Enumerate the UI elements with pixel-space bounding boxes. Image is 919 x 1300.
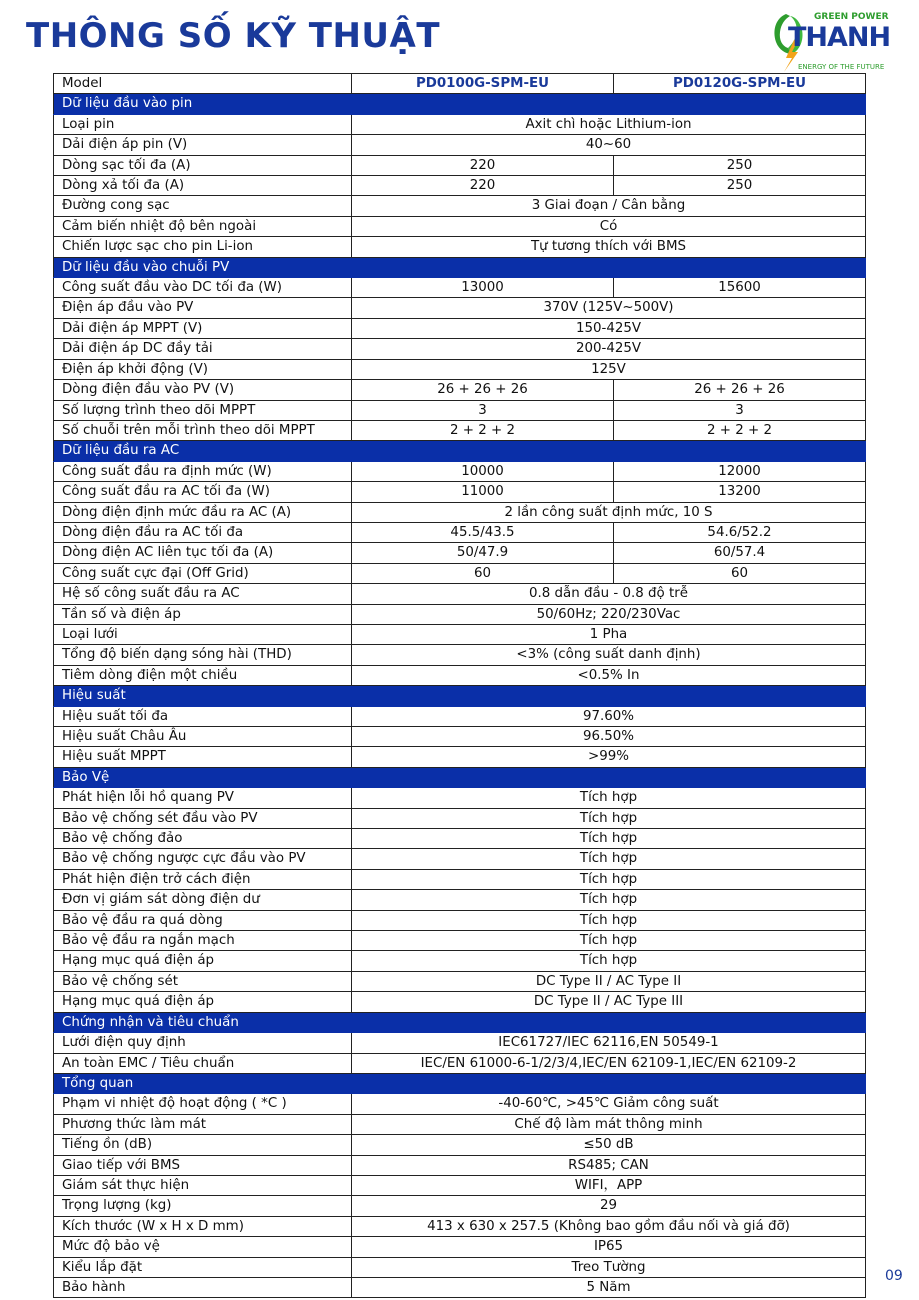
spec-label: Hạng mục quá điện áp bbox=[54, 951, 352, 971]
table-row bbox=[54, 1237, 866, 1257]
table-row bbox=[54, 135, 866, 155]
spec-value: Axit chì hoặc Lithium-ion bbox=[352, 114, 866, 134]
spec-value: 1 Pha bbox=[352, 624, 866, 644]
table-row bbox=[54, 278, 866, 298]
table-row bbox=[54, 727, 866, 747]
table-row bbox=[54, 522, 866, 542]
spec-value: 413 x 630 x 257.5 (Không bao gồm đầu nối và giá đỡ) bbox=[352, 1216, 866, 1236]
section-fill bbox=[352, 686, 866, 706]
spec-value: DC Type II / AC Type III bbox=[352, 992, 866, 1012]
section-header-row bbox=[54, 1012, 866, 1032]
section-fill bbox=[352, 441, 866, 461]
spec-label: Đơn vị giám sát dòng điện dư bbox=[54, 890, 352, 910]
spec-value-model-a: 50/47.9 bbox=[352, 543, 614, 563]
spec-label: Dòng điện đầu vào PV (V) bbox=[54, 380, 352, 400]
spec-value: WIFI，APP bbox=[352, 1175, 866, 1195]
table-row bbox=[54, 318, 866, 338]
section-title: Dữ liệu đầu vào chuỗi PV bbox=[54, 257, 352, 277]
spec-label: Bảo vệ chống ngược cực đầu vào PV bbox=[54, 849, 352, 869]
spec-label: Phương thức làm mát bbox=[54, 1114, 352, 1134]
table-row bbox=[54, 502, 866, 522]
table-row bbox=[54, 237, 866, 257]
spec-value: Có bbox=[352, 216, 866, 236]
section-fill bbox=[352, 1012, 866, 1032]
spec-value-model-b: 54.6/52.2 bbox=[614, 522, 866, 542]
spec-label: Hệ số công suất đầu ra AC bbox=[54, 584, 352, 604]
spec-label: Dải điện áp MPPT (V) bbox=[54, 318, 352, 338]
table-row bbox=[54, 1216, 866, 1236]
table-row bbox=[54, 931, 866, 951]
spec-label: Công suất cực đại (Off Grid) bbox=[54, 563, 352, 583]
spec-label: Phát hiện điện trở cách điện bbox=[54, 869, 352, 889]
table-row bbox=[54, 1196, 866, 1216]
spec-label: Tiếng ồn (dB) bbox=[54, 1135, 352, 1155]
spec-label: Kích thước (W x H x D mm) bbox=[54, 1216, 352, 1236]
spec-value: -40-60℃, >45℃ Giảm công suất bbox=[352, 1094, 866, 1114]
table-row bbox=[54, 808, 866, 828]
table-row bbox=[54, 563, 866, 583]
table-row bbox=[54, 992, 866, 1012]
spec-label: Dòng sạc tối đa (A) bbox=[54, 155, 352, 175]
table-row bbox=[54, 604, 866, 624]
section-title: Dữ liệu đầu vào pin bbox=[54, 94, 352, 114]
section-title: Hiệu suất bbox=[54, 686, 352, 706]
spec-label: Hiệu suất tối đa bbox=[54, 706, 352, 726]
section-header-row bbox=[54, 1073, 866, 1093]
spec-value: 200-425V bbox=[352, 339, 866, 359]
section-header-row bbox=[54, 441, 866, 461]
spec-label: Dải điện áp DC đầy tải bbox=[54, 339, 352, 359]
spec-label: Số lượng trình theo dõi MPPT bbox=[54, 400, 352, 420]
spec-value: Treo Tường bbox=[352, 1257, 866, 1277]
spec-value: 50/60Hz; 220/230Vac bbox=[352, 604, 866, 624]
spec-value: 0.8 dẫn đầu - 0.8 độ trễ bbox=[352, 584, 866, 604]
table-row bbox=[54, 788, 866, 808]
spec-value-model-b: 12000 bbox=[614, 461, 866, 481]
spec-value: 96.50% bbox=[352, 727, 866, 747]
spec-value: Tích hợp bbox=[352, 931, 866, 951]
spec-label: Loại pin bbox=[54, 114, 352, 134]
table-row bbox=[54, 543, 866, 563]
table-row bbox=[54, 1094, 866, 1114]
logo-tagline-bottom: ENERGY OF THE FUTURE bbox=[798, 63, 885, 71]
spec-label: Tần số và điện áp bbox=[54, 604, 352, 624]
table-row bbox=[54, 584, 866, 604]
table-row bbox=[54, 1135, 866, 1155]
spec-label: Trọng lượng (kg) bbox=[54, 1196, 352, 1216]
table-row bbox=[54, 114, 866, 134]
spec-value: <0.5% In bbox=[352, 665, 866, 685]
spec-value: Tích hợp bbox=[352, 951, 866, 971]
table-row bbox=[54, 747, 866, 767]
spec-value: 125V bbox=[352, 359, 866, 379]
section-header-row bbox=[54, 767, 866, 787]
spec-value-model-b: 2 + 2 + 2 bbox=[614, 420, 866, 440]
spec-label: An toàn EMC / Tiêu chuẩn bbox=[54, 1053, 352, 1073]
spec-label: Dòng điện đầu ra AC tối đa bbox=[54, 522, 352, 542]
table-row bbox=[54, 645, 866, 665]
table-row bbox=[54, 1257, 866, 1277]
spec-label: Dải điện áp pin (V) bbox=[54, 135, 352, 155]
spec-label: Công suất đầu ra AC tối đa (W) bbox=[54, 482, 352, 502]
spec-label: Dòng xả tối đa (A) bbox=[54, 176, 352, 196]
spec-label: Giám sát thực hiện bbox=[54, 1175, 352, 1195]
spec-value-model-b: 3 bbox=[614, 400, 866, 420]
spec-value-model-a: 2 + 2 + 2 bbox=[352, 420, 614, 440]
table-row bbox=[54, 216, 866, 236]
section-title: Tổng quan bbox=[54, 1073, 352, 1093]
table-row bbox=[54, 155, 866, 175]
spec-label: Số chuỗi trên mỗi trình theo dõi MPPT bbox=[54, 420, 352, 440]
table-row bbox=[54, 400, 866, 420]
spec-value-model-a: 10000 bbox=[352, 461, 614, 481]
spec-label: Dòng điện định mức đầu ra AC (A) bbox=[54, 502, 352, 522]
spec-value-model-b: 60/57.4 bbox=[614, 543, 866, 563]
section-fill bbox=[352, 1073, 866, 1093]
spec-value-model-a: 220 bbox=[352, 155, 614, 175]
spec-label: Công suất đầu ra định mức (W) bbox=[54, 461, 352, 481]
table-row bbox=[54, 951, 866, 971]
section-title: Bảo Vệ bbox=[54, 767, 352, 787]
spec-value: IP65 bbox=[352, 1237, 866, 1257]
model-a-header: PD0100G-SPM-EU bbox=[352, 74, 614, 94]
spec-label: Bảo vệ chống sét đầu vào PV bbox=[54, 808, 352, 828]
spec-value: ≤50 dB bbox=[352, 1135, 866, 1155]
section-fill bbox=[352, 257, 866, 277]
table-row bbox=[54, 849, 866, 869]
spec-label: Bảo hành bbox=[54, 1277, 352, 1297]
spec-value: 3 Giai đoạn / Cân bằng bbox=[352, 196, 866, 216]
spec-value: 2 lần công suất định mức, 10 S bbox=[352, 502, 866, 522]
spec-value-model-b: 15600 bbox=[614, 278, 866, 298]
spec-label: Công suất đầu vào DC tối đa (W) bbox=[54, 278, 352, 298]
table-row bbox=[54, 971, 866, 991]
spec-value-model-a: 3 bbox=[352, 400, 614, 420]
spec-label: Hiệu suất MPPT bbox=[54, 747, 352, 767]
spec-value-model-b: 60 bbox=[614, 563, 866, 583]
spec-value-model-a: 220 bbox=[352, 176, 614, 196]
spec-value: 97.60% bbox=[352, 706, 866, 726]
table-row bbox=[54, 1155, 866, 1175]
table-row bbox=[54, 482, 866, 502]
spec-value: <3% (công suất danh định) bbox=[352, 645, 866, 665]
section-header-row bbox=[54, 257, 866, 277]
spec-value: DC Type II / AC Type II bbox=[352, 971, 866, 991]
section-title: Dữ liệu đầu ra AC bbox=[54, 441, 352, 461]
spec-value-model-b: 13200 bbox=[614, 482, 866, 502]
spec-value: Tích hợp bbox=[352, 808, 866, 828]
spec-label: Loại lưới bbox=[54, 624, 352, 644]
spec-label: Hạng mục quá điện áp bbox=[54, 992, 352, 1012]
spec-value: Tự tương thích với BMS bbox=[352, 237, 866, 257]
spec-label: Giao tiếp với BMS bbox=[54, 1155, 352, 1175]
company-logo bbox=[770, 8, 900, 74]
table-row bbox=[54, 624, 866, 644]
spec-value: Tích hợp bbox=[352, 788, 866, 808]
spec-value: 370V (125V~500V) bbox=[352, 298, 866, 318]
spec-label: Bảo vệ chống đảo bbox=[54, 829, 352, 849]
spec-table bbox=[53, 73, 866, 1298]
spec-label: Cảm biến nhiệt độ bên ngoài bbox=[54, 216, 352, 236]
spec-label: Mức độ bảo vệ bbox=[54, 1237, 352, 1257]
spec-label: Điện áp khởi động (V) bbox=[54, 359, 352, 379]
spec-value: >99% bbox=[352, 747, 866, 767]
table-row bbox=[54, 298, 866, 318]
section-header-row bbox=[54, 686, 866, 706]
spec-label: Phát hiện lỗi hồ quang PV bbox=[54, 788, 352, 808]
spec-label: Kiểu lắp đặt bbox=[54, 1257, 352, 1277]
spec-value: IEC61727/IEC 62116,EN 50549-1 bbox=[352, 1033, 866, 1053]
spec-label: Hiệu suất Châu Âu bbox=[54, 727, 352, 747]
spec-value: RS485; CAN bbox=[352, 1155, 866, 1175]
spec-label: Tổng độ biến dạng sóng hài (THD) bbox=[54, 645, 352, 665]
spec-label: Dòng điện AC liên tục tối đa (A) bbox=[54, 543, 352, 563]
spec-label: Bảo vệ chống sét bbox=[54, 971, 352, 991]
table-row bbox=[54, 1175, 866, 1195]
table-row bbox=[54, 176, 866, 196]
spec-label: Bảo vệ đầu ra quá dòng bbox=[54, 910, 352, 930]
spec-value: 150-425V bbox=[352, 318, 866, 338]
logo-tagline-top: GREEN POWER bbox=[814, 12, 889, 22]
section-fill bbox=[352, 94, 866, 114]
section-fill bbox=[352, 767, 866, 787]
spec-value-model-b: 250 bbox=[614, 176, 866, 196]
table-row bbox=[54, 196, 866, 216]
table-row bbox=[54, 910, 866, 930]
table-row bbox=[54, 1114, 866, 1134]
table-row bbox=[54, 420, 866, 440]
spec-value: Tích hợp bbox=[352, 869, 866, 889]
spec-label: Lưới điện quy định bbox=[54, 1033, 352, 1053]
spec-value: Tích hợp bbox=[352, 849, 866, 869]
table-header-row bbox=[54, 74, 866, 94]
spec-value-model-a: 45.5/43.5 bbox=[352, 522, 614, 542]
section-title: Chứng nhận và tiêu chuẩn bbox=[54, 1012, 352, 1032]
spec-value: 40~60 bbox=[352, 135, 866, 155]
spec-value-model-b: 250 bbox=[614, 155, 866, 175]
table-row bbox=[54, 665, 866, 685]
spec-value-model-a: 26 + 26 + 26 bbox=[352, 380, 614, 400]
spec-value: 29 bbox=[352, 1196, 866, 1216]
spec-label: Bảo vệ đầu ra ngắn mạch bbox=[54, 931, 352, 951]
section-header-row bbox=[54, 94, 866, 114]
logo-wordmark: THANH bbox=[788, 22, 891, 53]
spec-value: Tích hợp bbox=[352, 890, 866, 910]
table-row bbox=[54, 339, 866, 359]
spec-value-model-a: 60 bbox=[352, 563, 614, 583]
spec-value: Tích hợp bbox=[352, 829, 866, 849]
spec-value-model-a: 13000 bbox=[352, 278, 614, 298]
page-number: 09 bbox=[885, 1268, 903, 1284]
table-row bbox=[54, 461, 866, 481]
spec-value: 5 Năm bbox=[352, 1277, 866, 1297]
spec-value: Chế độ làm mát thông minh bbox=[352, 1114, 866, 1134]
table-row bbox=[54, 706, 866, 726]
table-row bbox=[54, 890, 866, 910]
table-row bbox=[54, 1033, 866, 1053]
spec-value-model-b: 26 + 26 + 26 bbox=[614, 380, 866, 400]
spec-value: IEC/EN 61000-6-1/2/3/4,IEC/EN 62109-1,IEC/EN 62109-2 bbox=[352, 1053, 866, 1073]
spec-label: Phạm vi nhiệt độ hoạt động ( *C ) bbox=[54, 1094, 352, 1114]
spec-label: Đường cong sạc bbox=[54, 196, 352, 216]
spec-value: Tích hợp bbox=[352, 910, 866, 930]
table-row bbox=[54, 1277, 866, 1297]
table-row bbox=[54, 869, 866, 889]
page-title: THÔNG SỐ KỸ THUẬT bbox=[26, 16, 441, 56]
spec-label: Tiêm dòng điện một chiều bbox=[54, 665, 352, 685]
table-row bbox=[54, 380, 866, 400]
table-row bbox=[54, 359, 866, 379]
header-label: Model bbox=[54, 74, 352, 94]
table-row bbox=[54, 829, 866, 849]
spec-label: Điện áp đầu vào PV bbox=[54, 298, 352, 318]
spec-label: Chiến lược sạc cho pin Li-ion bbox=[54, 237, 352, 257]
spec-value-model-a: 11000 bbox=[352, 482, 614, 502]
model-b-header: PD0120G-SPM-EU bbox=[614, 74, 866, 94]
table-row bbox=[54, 1053, 866, 1073]
